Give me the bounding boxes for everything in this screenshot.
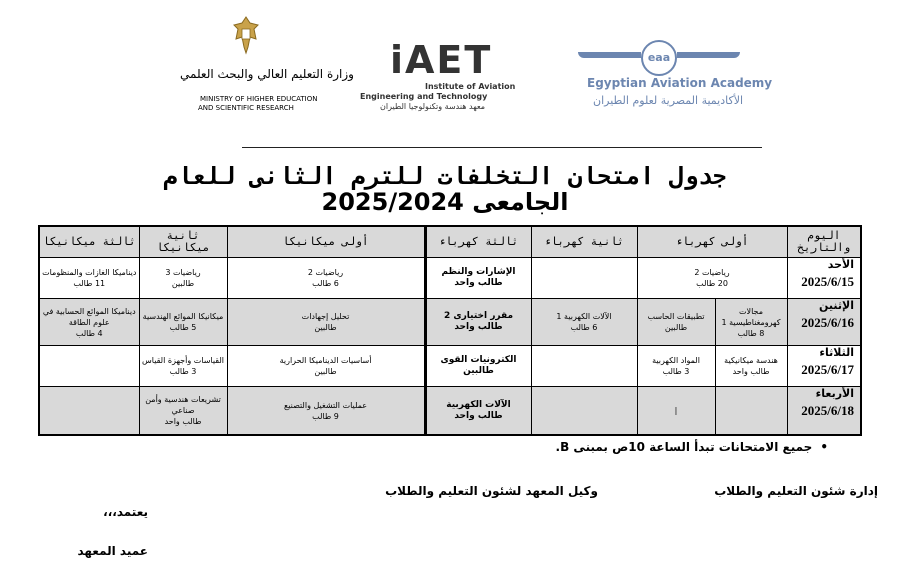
iaet-line1: Institute of Aviation bbox=[425, 82, 516, 91]
cell-k1b: المواد الكهربية 3 طالب bbox=[637, 346, 715, 387]
dean-signature-label: عميد المعهد bbox=[77, 544, 148, 558]
cell-k3: الإشارات والنظم طالب واحد bbox=[425, 258, 531, 299]
cell-m1: أساسيات الديناميكا الحرارية طالبين bbox=[227, 346, 425, 387]
cell-m1: رياضيات 2 6 طالب bbox=[227, 258, 425, 299]
table-row bbox=[39, 298, 861, 346]
eaa-emblem: eaa bbox=[641, 40, 677, 76]
cell-m2: ميكانيكا الموائع الهندسية 5 طالب bbox=[139, 298, 227, 346]
dept-signature-label: إدارة شئون التعليم والطلاب bbox=[714, 484, 878, 498]
page-title bbox=[60, 163, 830, 215]
exam-time-note: • جميع الامتحانات تبدأ الساعة 10ص بمبنى B. bbox=[556, 440, 828, 454]
table-row bbox=[39, 346, 861, 387]
day-cell: الأربعاء 2025/6/18 bbox=[787, 387, 861, 435]
title-line2: الجامعى 2025/2024 bbox=[321, 188, 569, 216]
table-row bbox=[39, 258, 861, 299]
exam-schedule-table bbox=[38, 225, 862, 436]
day-cell: الإثنين 2025/6/16 bbox=[787, 298, 861, 346]
cell-k3: مقرر اختيارى 2 طالب واحد bbox=[425, 298, 531, 346]
cell-k2 bbox=[531, 346, 637, 387]
approval-label: يعتمد،،، bbox=[103, 505, 148, 519]
eaa-logo bbox=[573, 40, 773, 120]
cell-k3: الكترونيات القوى طالبين bbox=[425, 346, 531, 387]
iaet-line3: معهد هندسة وتكنولوجيا الطيران bbox=[380, 102, 486, 111]
header-day: اليوم والتاريخ bbox=[787, 226, 861, 258]
cell-k2 bbox=[531, 387, 637, 435]
cell-k2 bbox=[531, 258, 637, 299]
eaa-name-en: Egyptian Aviation Academy bbox=[587, 76, 773, 90]
eagle-icon bbox=[230, 15, 262, 55]
cell-m2: القياسات وأجهزة القياس 3 طالب bbox=[139, 346, 227, 387]
header-m3: ثالثة ميكانيكا bbox=[39, 226, 139, 258]
iaet-logo bbox=[360, 38, 545, 123]
cell-k1: رياضيات 2 20 طالب bbox=[637, 258, 787, 299]
logo-strip bbox=[0, 10, 898, 115]
title-line1: جدول امتحان التخلفات للترم الثانى للعام bbox=[163, 162, 727, 190]
wing-left-shape bbox=[578, 52, 641, 58]
cell-m3: ديناميكا الموائع الحسابية في علوم الطاقة 4 طالب bbox=[39, 298, 139, 346]
header-k3: ثالثة كهرباء bbox=[425, 226, 531, 258]
cell-k2: الآلات الكهربية 1 6 طالب bbox=[531, 298, 637, 346]
wing-right-shape bbox=[677, 52, 740, 58]
iaet-mark: iAET bbox=[390, 38, 493, 82]
vice-dean-signature-label: وكيل المعهد لشئون التعليم والطلاب bbox=[385, 484, 598, 498]
cell-m2: تشريعات هندسية وأمن صناعي طالب واحد bbox=[139, 387, 227, 435]
table-row bbox=[39, 387, 861, 435]
eaa-name-ar: الأكاديمية المصرية لعلوم الطيران bbox=[593, 94, 744, 107]
ministry-logo bbox=[180, 15, 354, 115]
cell-m3 bbox=[39, 387, 139, 435]
cell-k1a: مجالات كهرومغناطيسية 1 8 طالب bbox=[715, 298, 787, 346]
day-cell: الثلاثاء 2025/6/17 bbox=[787, 346, 861, 387]
ministry-name-ar: وزارة التعليم العالي والبحث العلمي bbox=[180, 67, 354, 81]
header-divider bbox=[242, 147, 762, 148]
cell-k3: الآلات الكهربية طالب واحد bbox=[425, 387, 531, 435]
cell-m2: رياضيات 3 طالبين bbox=[139, 258, 227, 299]
header-m2: ثانية ميكانيكا bbox=[139, 226, 227, 258]
day-cell: الأحد 2025/6/15 bbox=[787, 258, 861, 299]
header-m1: أولى ميكانيكا bbox=[227, 226, 425, 258]
header-k2: ثانية كهرباء bbox=[531, 226, 637, 258]
cell-k1a: هندسة ميكانيكية طالب واحد bbox=[715, 346, 787, 387]
cell-m3 bbox=[39, 346, 139, 387]
cell-m1: تحليل إجهادات طالبين bbox=[227, 298, 425, 346]
header-k1: أولى كهرباء bbox=[637, 226, 787, 258]
table-header-row bbox=[39, 226, 861, 258]
cell-k1b: تطبيقات الحاسب طالبين bbox=[637, 298, 715, 346]
ministry-line1: MINISTRY OF HIGHER EDUCATION bbox=[200, 95, 318, 103]
ministry-line2: AND SCIENTIFIC RESEARCH bbox=[198, 104, 294, 112]
cell-k1a bbox=[715, 387, 787, 435]
cell-m3: ديناميكا الغازات والمنظومات 11 طالب bbox=[39, 258, 139, 299]
cell-m1: عمليات التشغيل والتصنيع 9 طالب bbox=[227, 387, 425, 435]
iaet-line2: Engineering and Technology bbox=[360, 92, 488, 101]
cell-k1b: | bbox=[637, 387, 715, 435]
